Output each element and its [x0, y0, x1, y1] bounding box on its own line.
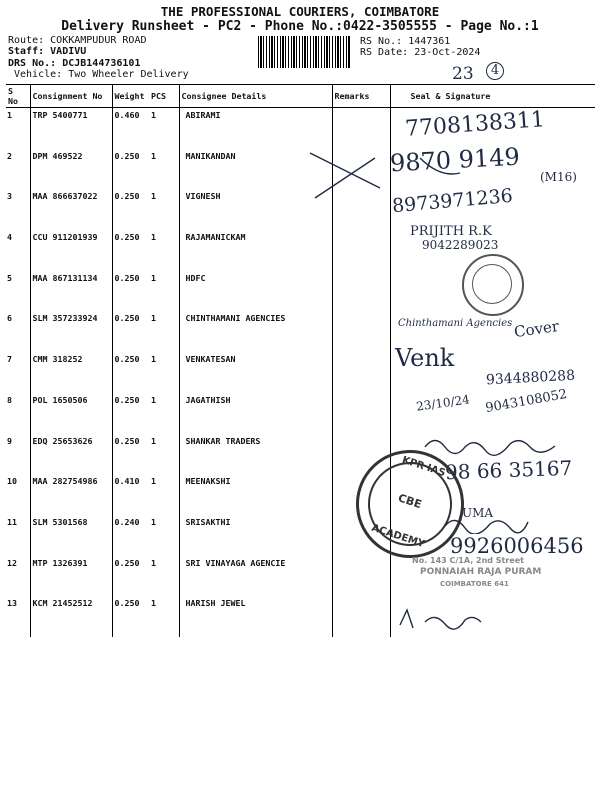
cell-pcs: 1: [151, 394, 156, 405]
cell-pcs: 1: [151, 516, 156, 527]
cell-consignment: MTP 1326391: [30, 556, 112, 597]
handwritten-circle-number: 4: [486, 62, 504, 80]
cell-consignment: MAA 867131134: [30, 271, 112, 312]
cell-consignment: CCU 911201939: [30, 230, 112, 271]
cell-weight: 0.240: [112, 515, 149, 556]
signature-row11-name: UMA: [462, 506, 494, 520]
cell-consignee: MANIKANDAN: [179, 149, 332, 190]
cell-remarks: [332, 230, 390, 271]
cell-pcs: 1: [151, 598, 156, 609]
cell-remarks: [332, 352, 390, 393]
cell-consignee: MEENAKSHI: [179, 474, 332, 515]
cell-consignment: TRP 5400771: [30, 108, 112, 149]
cell-sno: 7: [7, 354, 12, 365]
rs-no-label: RS No.:: [360, 36, 403, 47]
signature-row10-phone: 98 66 35167: [444, 455, 573, 485]
address-stamp-line2: PONNAIAH RAJA PURAM: [420, 567, 542, 577]
cell-weight: 0.250: [112, 596, 149, 637]
runsheet-subtitle: Delivery Runsheet - PC2 - Phone No.:0422-3505555 - Page No.:1: [61, 19, 539, 34]
cell-remarks: [332, 556, 390, 597]
cell-weight: 0.460: [112, 108, 149, 149]
cell-consignee: VENKATESAN: [179, 352, 332, 393]
rs-date-label: RS Date:: [360, 47, 409, 58]
stamp-text-bottom: ACADEMY: [370, 522, 426, 551]
signature-row1: 7708138311: [404, 107, 546, 142]
col-header-remarks: Remarks: [332, 85, 390, 108]
cell-consignee: RAJAMANICKAM: [179, 230, 332, 271]
table-row: [6, 596, 595, 637]
cell-sno: 11: [7, 516, 17, 527]
signature-row11-scribble: [440, 514, 530, 534]
rs-date-value: 23-Oct-2024: [414, 47, 481, 58]
cell-pcs: 1: [151, 272, 156, 283]
cell-weight: 0.250: [112, 393, 149, 434]
cell-consignee: SRISAKTHI: [179, 515, 332, 556]
route-line: [8, 35, 146, 46]
vehicle-line: [14, 69, 189, 80]
cell-pcs: 1: [151, 354, 156, 365]
cell-consignment: POL 1650506: [30, 393, 112, 434]
cell-consignment: SLM 5301568: [30, 515, 112, 556]
cell-remarks: [332, 311, 390, 352]
address-stamp-line3: COIMBATORE 641: [440, 580, 509, 588]
cell-consignment: SLM 357233924: [30, 311, 112, 352]
staff-line: [8, 46, 86, 57]
cell-pcs: 1: [151, 313, 156, 324]
cell-sno: 9: [7, 435, 12, 446]
stamp-text-center: CBE: [396, 491, 424, 512]
route-value: COKKAMPUDUR ROAD: [50, 35, 147, 46]
staff-label: Staff:: [8, 46, 45, 57]
cell-weight: 0.250: [112, 189, 149, 230]
cell-weight: 0.250: [112, 556, 149, 597]
signature-row6-name: Chinthamani Agencies: [398, 318, 513, 329]
signature-row4-name: PRIJITH R.K: [410, 224, 492, 239]
rs-no-value: 1447361: [408, 36, 451, 47]
cell-sno: 12: [7, 557, 17, 568]
cell-consignment: CMM 318252: [30, 352, 112, 393]
signature-row3: 8973971236: [391, 184, 514, 218]
cell-consignment: EDQ 25653626: [30, 434, 112, 475]
signature-row4-phone: 9042289023: [422, 238, 499, 252]
cell-consignment: MAA 866637022: [30, 189, 112, 230]
cell-remarks: [332, 393, 390, 434]
cell-consignee: SHANKAR TRADERS: [179, 434, 332, 475]
col-header-pcs: PCS: [149, 85, 179, 108]
drs-value: DCJB144736101: [62, 58, 141, 69]
cell-remarks: [332, 271, 390, 312]
cell-consignee: ABIRAMI: [179, 108, 332, 149]
col-header-consignee: Consignee Details: [179, 85, 332, 108]
cell-weight: 0.250: [112, 149, 149, 190]
stamp-text-top: KPR IAS: [400, 454, 447, 480]
signature-row12-phone: 9926006456: [450, 534, 584, 558]
signature-row2: 9870 9149: [389, 142, 521, 178]
barcode-image: [258, 36, 351, 68]
cell-sno: 2: [7, 150, 12, 161]
cell-sno: 5: [7, 272, 12, 283]
cell-pcs: 1: [151, 557, 156, 568]
cell-pcs: 1: [151, 232, 156, 243]
cell-consignee: JAGATHISH: [179, 393, 332, 434]
cell-weight: 0.250: [112, 230, 149, 271]
cell-remarks: [332, 596, 390, 637]
signature-row8-date: 23/10/24: [415, 392, 471, 414]
signature-row6-note: Cover: [512, 316, 561, 342]
vehicle-value: Two Wheeler Delivery: [68, 69, 189, 80]
table-header-row: [6, 85, 595, 108]
cell-consignee: VIGNESH: [179, 189, 332, 230]
signature-row8-phone2: 9043108052: [484, 386, 569, 417]
vehicle-label: Vehicle:: [14, 69, 63, 80]
cell-weight: 0.250: [112, 271, 149, 312]
company-title: THE PROFESSIONAL COURIERS, COIMBATORE: [160, 4, 440, 19]
cell-sno: 1: [7, 110, 12, 120]
cell-pcs: 1: [151, 191, 156, 202]
cell-consignee: CHINTHAMANI AGENCIES: [179, 311, 332, 352]
cell-pcs: 1: [151, 435, 156, 446]
cell-consignee: HARISH JEWEL: [179, 596, 332, 637]
route-label: Route:: [8, 35, 45, 46]
col-header-weight: Weight: [112, 85, 149, 108]
signature-row8-phone: 9344880288: [485, 367, 576, 389]
handwritten-top-note: 23: [452, 64, 474, 84]
cell-sno: 6: [7, 313, 12, 324]
signature-row7: Venk: [395, 344, 455, 372]
cell-sno: 8: [7, 394, 12, 405]
cell-sno: 13: [7, 598, 17, 609]
cell-pcs: 1: [151, 476, 156, 487]
cell-consignee: HDFC: [179, 271, 332, 312]
cell-remarks: [332, 108, 390, 149]
rs-date-line: [360, 47, 480, 58]
rs-no-line: [360, 36, 450, 47]
col-header-consignment: Consignment No: [30, 85, 112, 108]
cell-weight: 0.250: [112, 311, 149, 352]
cell-weight: 0.410: [112, 474, 149, 515]
drs-line: [8, 58, 140, 69]
signature-row2-note: (M16): [540, 170, 577, 184]
col-header-signature: Seal & Signature: [390, 85, 595, 108]
cell-consignee: SRI VINAYAGA AGENCIE: [179, 556, 332, 597]
cell-consignment: DPM 469522: [30, 149, 112, 190]
drs-label: DRS No.:: [8, 58, 57, 69]
cell-sno: 3: [7, 191, 12, 202]
cell-pcs: 1: [151, 110, 156, 120]
cell-weight: 0.250: [112, 434, 149, 475]
col-header-sno: S No: [6, 85, 30, 108]
cell-sno: 4: [7, 232, 12, 243]
staff-value: VADIVU: [50, 46, 87, 57]
cell-consignment: MAA 282754986: [30, 474, 112, 515]
signature-row13: [395, 600, 495, 640]
cell-weight: 0.250: [112, 352, 149, 393]
cell-sno: 10: [7, 476, 17, 487]
hdfc-seal-inner-ring: [472, 264, 512, 304]
cell-consignment: KCM 21452512: [30, 596, 112, 637]
cell-pcs: 1: [151, 150, 156, 161]
address-stamp-line1: No. 143 C/1A, 2nd Street: [412, 556, 525, 565]
